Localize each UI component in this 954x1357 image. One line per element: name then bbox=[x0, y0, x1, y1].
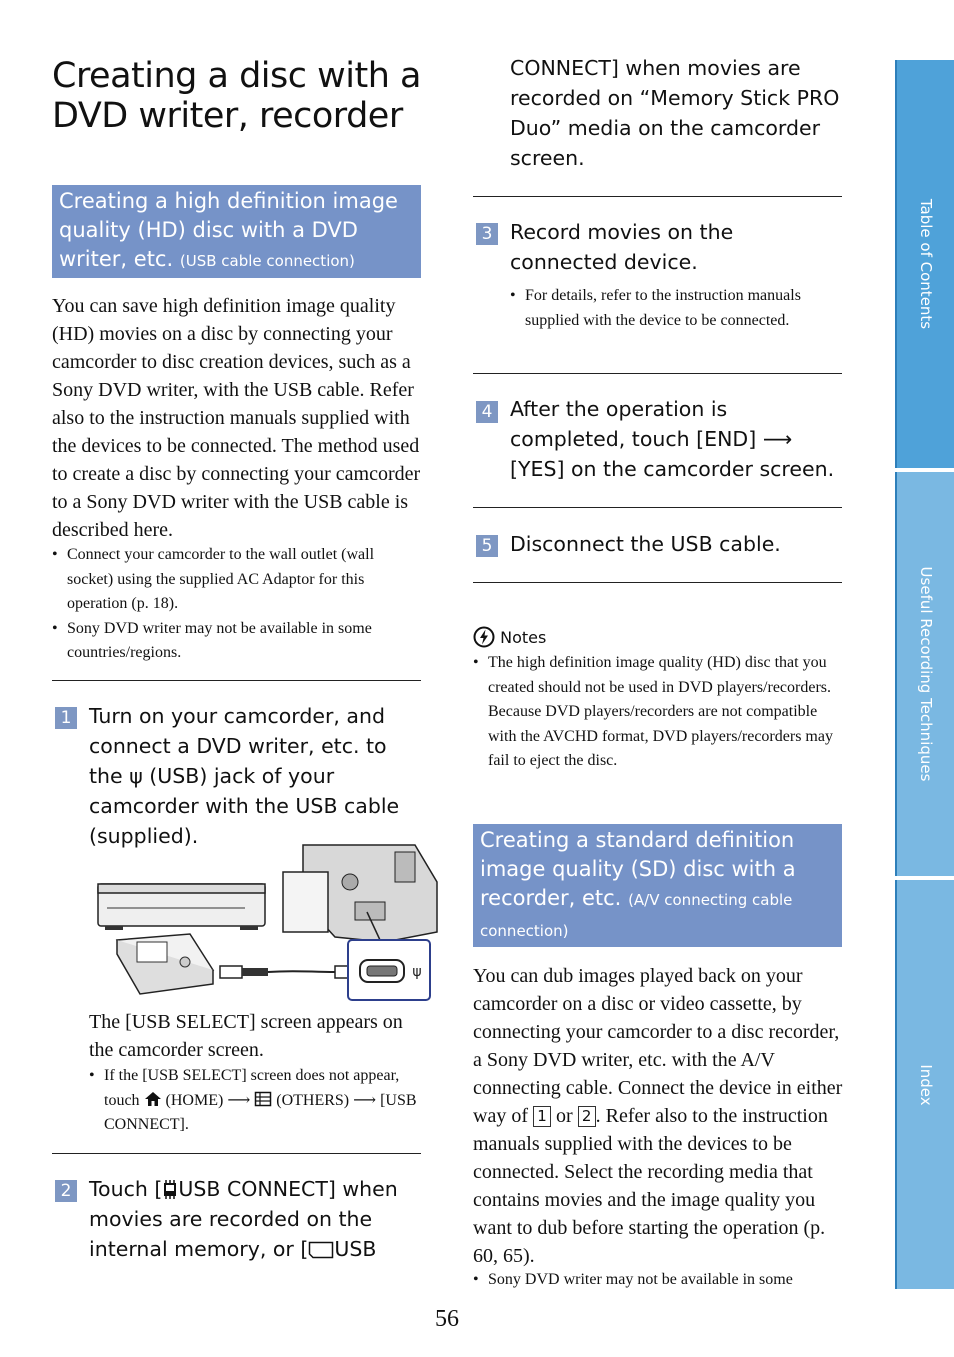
sd-or: or bbox=[555, 1105, 573, 1127]
usb-cable-drawing bbox=[220, 966, 355, 978]
tab-label: Index bbox=[916, 1063, 935, 1106]
list-item: • Connect your camcorder to the wall outlet (wall socket) using the supplied AC Adaptor for this operation (p. 18). bbox=[52, 543, 422, 617]
home-icon bbox=[144, 1091, 162, 1107]
hd-heading-text: Creating a high definition image quality (HD) disc with a DVD writer, etc. bbox=[59, 189, 398, 271]
others-icon bbox=[254, 1091, 272, 1107]
divider bbox=[52, 680, 421, 681]
sd-section-heading bbox=[473, 824, 842, 947]
home-label: (HOME) bbox=[165, 1091, 224, 1109]
notes-icon bbox=[473, 626, 495, 648]
page-number: 56 bbox=[435, 1306, 459, 1332]
hd-section-heading bbox=[52, 185, 421, 278]
tab-table-of-contents[interactable] bbox=[895, 60, 954, 468]
list-item bbox=[89, 1064, 419, 1138]
hd-bullets bbox=[52, 543, 422, 666]
step-4-number: 4 bbox=[476, 401, 498, 423]
disc-recorder-drawing bbox=[117, 934, 213, 994]
step-1-bullets bbox=[89, 1064, 419, 1138]
divider bbox=[473, 373, 842, 374]
others-label: (OTHERS) bbox=[276, 1091, 350, 1109]
notes-label: Notes bbox=[500, 628, 547, 647]
memory-stick-icon bbox=[308, 1241, 334, 1259]
step-4-text bbox=[510, 394, 845, 484]
list-item: • Sony DVD writer may not be available in some bbox=[473, 1268, 843, 1293]
hd-heading-note: (USB cable connection) bbox=[179, 252, 355, 270]
page-title: Creating a disc with a DVD writer, recorder bbox=[52, 56, 421, 136]
sd-bullets bbox=[473, 1268, 843, 1293]
connection-illustration bbox=[95, 842, 440, 1004]
step-3-text: Record movies on the connected device. bbox=[510, 220, 734, 274]
tab-label: Useful Recording Techniques bbox=[916, 566, 935, 782]
step-2-text bbox=[89, 1174, 419, 1264]
list-item: • The high definition image quality (HD) disc that you created should not be used in DVD players/recorders. Because DVD players/recorders are not compatible with the AVCHD format, DVD players/recorders may fail to eject the disc. bbox=[473, 651, 841, 774]
notes-bullets bbox=[473, 651, 841, 774]
step-2-number: 2 bbox=[55, 1180, 77, 1202]
step-5-text: Disconnect the USB cable. bbox=[510, 532, 781, 556]
step-4-text-b: [YES] on the camcorder screen. bbox=[510, 457, 835, 481]
tab-useful-recording-techniques[interactable] bbox=[895, 472, 954, 876]
sd-intro-b: . Refer also to the instruction manuals supplied with the devices to be connected. Select the recording media that contains movies and the image quality you want to dub before starting the operation (p. 60, 65). bbox=[473, 1105, 828, 1267]
step-1-text bbox=[89, 701, 419, 851]
camcorder-drawing bbox=[283, 845, 437, 942]
tab-index[interactable] bbox=[895, 880, 954, 1289]
svg-text:ψ: ψ bbox=[412, 964, 422, 980]
step-3-bullets bbox=[510, 284, 830, 333]
divider bbox=[52, 1153, 421, 1154]
step-5-number: 5 bbox=[476, 535, 498, 557]
hd-intro: You can save high definition image quality (HD) movies on a disc by connecting your camcorder to disc creation devices, such as a Sony DVD writer, with the USB cable. Refer also to the instruction manuals supplied with the devices to be connected. The method used to create a disc by connecting your camcorder to a Sony DVD writer with the USB cable is described here. bbox=[52, 295, 421, 541]
arrow-icon: ⟶ bbox=[353, 1091, 377, 1109]
sd-heading-note: (A/V connecting cable connection) bbox=[480, 891, 793, 940]
step-1-number: 1 bbox=[55, 707, 77, 729]
connection-method-2: 2 bbox=[578, 1106, 596, 1127]
step-2-text-a: Touch [ bbox=[89, 1177, 163, 1201]
divider bbox=[473, 507, 842, 508]
sd-heading-text: Creating a standard definition image quality (SD) disc with a recorder, etc. bbox=[480, 828, 796, 910]
step-2-text-continued: CONNECT] when movies are recorded on “Memory Stick PRO Duo” media on the camcorder screen. bbox=[510, 56, 840, 170]
list-item: • For details, refer to the instruction manuals supplied with the device to be connected. bbox=[510, 284, 830, 333]
dvd-writer-drawing bbox=[98, 884, 265, 930]
connection-method-1: 1 bbox=[533, 1106, 551, 1127]
step-3-number: 3 bbox=[476, 223, 498, 245]
step-4-text-a: After the operation is completed, touch [END] bbox=[510, 397, 757, 451]
divider bbox=[473, 582, 842, 583]
divider bbox=[473, 196, 842, 197]
usb-connect-label: [USB CONNECT]. bbox=[104, 1091, 417, 1133]
bullet-text: If the [USB SELECT] screen does not appear, touch bbox=[104, 1067, 400, 1109]
step-2-text-b: USB CONNECT] when movies are recorded on the internal memory, or [ bbox=[89, 1177, 398, 1261]
sd-intro-a: You can dub images played back on your camcorder on a disc or video cassette, by connecting your camcorder to a disc recorder, a Sony DVD writer, etc. with the A/V connecting cable. Connect the device in either way of bbox=[473, 965, 843, 1127]
step-1-text-a: Turn on your camcorder, and connect a DVD writer, etc. to the bbox=[89, 704, 387, 788]
usb-icon: ψ bbox=[129, 764, 143, 788]
step-2-text-c: USB bbox=[334, 1237, 377, 1261]
arrow-icon: ⟶ bbox=[762, 427, 793, 451]
internal-memory-icon bbox=[162, 1179, 178, 1199]
notes-heading bbox=[473, 626, 546, 649]
arrow-icon: ⟶ bbox=[227, 1091, 251, 1109]
list-item: • Sony DVD writer may not be available in some countries/regions. bbox=[52, 617, 422, 666]
tab-label: Table of Contents bbox=[916, 198, 935, 330]
sd-intro bbox=[473, 962, 843, 1270]
step-1-text-b: (USB) jack of your camcorder with the USB cable (supplied). bbox=[89, 764, 400, 848]
step-1-after: The [USB SELECT] screen appears on the camcorder screen. bbox=[89, 1011, 403, 1061]
